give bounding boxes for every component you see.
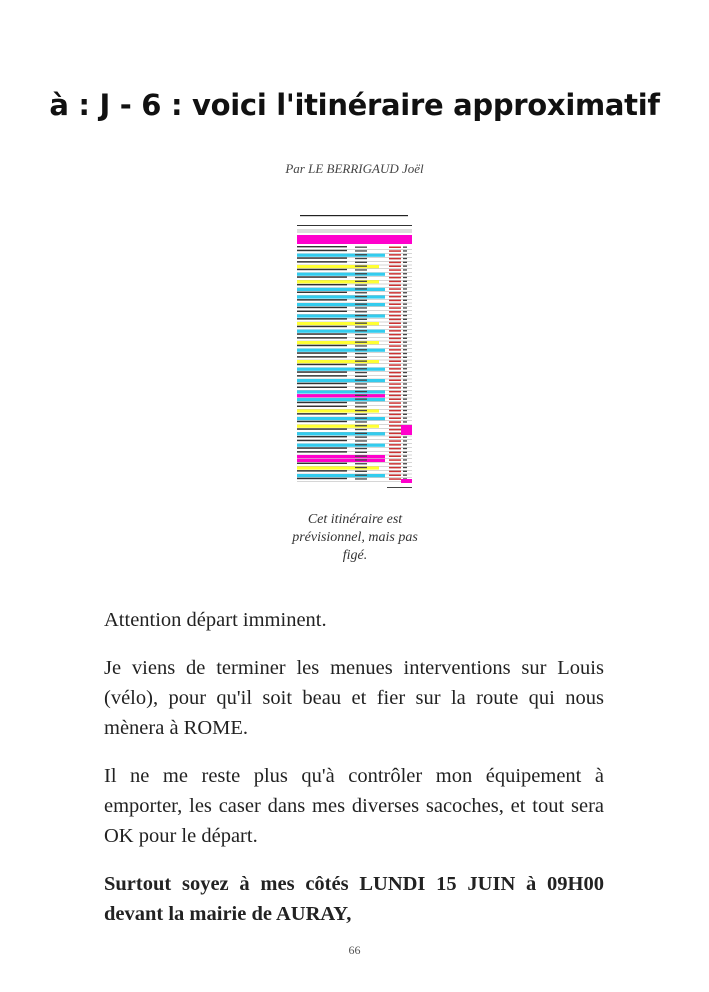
table-text — [389, 440, 401, 442]
table-text — [389, 273, 401, 275]
table-text — [355, 361, 367, 362]
table-text — [403, 459, 407, 460]
table-text — [389, 250, 401, 252]
table-text — [403, 387, 407, 388]
table-row — [297, 432, 385, 435]
table-text — [389, 372, 401, 374]
table-text — [297, 333, 347, 334]
table-text — [355, 323, 367, 324]
paragraph: Il ne me reste plus qu'à contrôler mon équipement à emporter, les caser dans mes diverses sacoches, et tout sera OK pour le départ. — [104, 765, 604, 847]
table-text — [403, 334, 407, 335]
table-text — [355, 269, 367, 270]
header-rule — [297, 225, 412, 226]
table-text — [389, 342, 401, 344]
table-text — [403, 353, 407, 354]
table-text — [297, 478, 347, 479]
table-text — [389, 311, 401, 313]
table-row — [297, 394, 385, 397]
table-text — [297, 387, 347, 388]
table-text — [403, 402, 407, 403]
table-text — [297, 246, 347, 247]
table-text — [355, 277, 367, 278]
table-text — [355, 399, 367, 400]
table-text — [297, 470, 347, 471]
table-row — [297, 254, 385, 257]
table-text — [403, 307, 407, 308]
table-text — [355, 475, 367, 476]
table-text — [389, 406, 401, 408]
table-text — [297, 337, 347, 338]
table-text — [355, 425, 367, 426]
table-text — [389, 326, 401, 328]
table-text — [403, 467, 407, 468]
table-text — [403, 304, 407, 305]
table-text — [355, 262, 367, 263]
table-text — [403, 444, 407, 445]
table-text — [403, 300, 407, 301]
table-text — [389, 478, 401, 480]
table-text — [403, 254, 407, 255]
table-text — [297, 276, 347, 277]
table-text — [403, 372, 407, 373]
table-text — [389, 421, 401, 423]
table-text — [389, 437, 401, 439]
table-text — [403, 383, 407, 384]
table-text — [355, 296, 367, 297]
table-text — [355, 380, 367, 381]
table-text — [389, 364, 401, 366]
table-text — [403, 418, 407, 419]
table-text — [389, 357, 401, 359]
table-text — [355, 250, 367, 251]
highlight-cell — [401, 425, 412, 435]
table-row — [297, 390, 385, 393]
table-text — [355, 376, 367, 377]
table-text — [389, 471, 401, 473]
table-text — [403, 315, 407, 316]
table-text — [355, 387, 367, 388]
table-top-rule — [300, 215, 408, 216]
table-row — [297, 303, 385, 306]
highlight-row — [297, 235, 412, 244]
itinerary-table-image — [297, 213, 412, 491]
table-text — [355, 452, 367, 453]
table-text — [403, 399, 407, 400]
table-text — [297, 451, 347, 452]
table-text — [355, 292, 367, 293]
table-text — [389, 418, 401, 420]
table-text — [355, 437, 367, 438]
table-text — [389, 414, 401, 416]
table-text — [355, 247, 367, 248]
table-text — [389, 315, 401, 317]
table-text — [389, 395, 401, 397]
table-text — [389, 258, 401, 260]
table-text — [389, 452, 401, 454]
table-text — [355, 288, 367, 289]
table-text — [297, 371, 347, 372]
table-text — [297, 356, 347, 357]
table-text — [297, 364, 347, 365]
table-text — [389, 330, 401, 332]
table-text — [389, 285, 401, 287]
table-text — [297, 413, 347, 414]
table-text — [297, 257, 347, 258]
table-text — [297, 345, 347, 346]
page-number: 66 — [348, 943, 361, 957]
table-text — [355, 349, 367, 350]
table-text — [355, 353, 367, 354]
table-text — [403, 247, 407, 248]
table-text — [403, 376, 407, 377]
table-text — [403, 326, 407, 327]
table-text — [297, 299, 347, 300]
table-text — [403, 368, 407, 369]
table-text — [297, 406, 347, 407]
table-text — [355, 285, 367, 286]
table-text — [403, 391, 407, 392]
paragraph-bold: Surtout soyez à mes côtés LUNDI 15 JUIN à 09H00 devant la mairie de AURAY, — [104, 873, 604, 925]
table-text — [403, 349, 407, 350]
table-text — [403, 475, 407, 476]
table-row — [297, 273, 385, 276]
table-text — [389, 254, 401, 256]
table-text — [355, 421, 367, 422]
table-text — [403, 456, 407, 457]
table-row — [297, 459, 385, 462]
paragraph: Attention départ imminent. — [104, 609, 327, 631]
table-text — [355, 364, 367, 365]
table-text — [297, 326, 347, 327]
table-text — [355, 429, 367, 430]
table-text — [297, 318, 347, 319]
table-text — [389, 349, 401, 351]
table-text — [389, 383, 401, 385]
table-row — [297, 288, 385, 291]
author-byline: Par LE BERRIGAUD Joël — [285, 161, 424, 176]
table-text — [355, 391, 367, 392]
table-text — [403, 380, 407, 381]
table-text — [389, 292, 401, 294]
table-text — [389, 433, 401, 435]
table-text — [389, 353, 401, 355]
table-text — [389, 266, 401, 268]
table-text — [403, 288, 407, 289]
table-text — [403, 266, 407, 267]
table-text — [389, 463, 401, 465]
table-text — [297, 311, 347, 312]
table-text — [355, 368, 367, 369]
table-text — [355, 467, 367, 468]
table-text — [403, 277, 407, 278]
table-text — [355, 448, 367, 449]
table-text — [389, 380, 401, 382]
table-text — [355, 418, 367, 419]
table-text — [389, 448, 401, 450]
table-text — [297, 250, 347, 251]
table-text — [389, 304, 401, 306]
table-text — [389, 269, 401, 271]
table-text — [403, 448, 407, 449]
table-text — [389, 345, 401, 347]
table-text — [403, 281, 407, 282]
table-text — [403, 364, 407, 365]
table-text — [297, 428, 347, 429]
table-text — [297, 447, 347, 448]
table-text — [355, 456, 367, 457]
table-text — [389, 376, 401, 378]
table-row — [297, 314, 385, 317]
table-text — [389, 425, 401, 427]
table-row — [297, 368, 385, 371]
table-row — [297, 379, 385, 382]
article-body — [104, 605, 604, 947]
table-text — [403, 440, 407, 441]
table-text — [389, 334, 401, 336]
table-row — [297, 444, 385, 447]
table-text — [389, 410, 401, 412]
table-row — [297, 398, 385, 401]
table-text — [355, 383, 367, 384]
table-row — [297, 455, 385, 458]
table-text — [389, 368, 401, 370]
table-text — [403, 262, 407, 263]
table-text — [389, 277, 401, 279]
table-row — [297, 417, 385, 420]
table-text — [297, 440, 347, 441]
table-text — [403, 421, 407, 422]
table-text — [355, 254, 367, 255]
table-text — [389, 459, 401, 461]
table-text — [355, 304, 367, 305]
table-text — [297, 307, 347, 308]
table-row — [297, 330, 385, 333]
table-text — [297, 402, 347, 403]
table-text — [403, 410, 407, 411]
table-text — [389, 475, 401, 477]
table-text — [403, 345, 407, 346]
table-text — [355, 319, 367, 320]
table-text — [355, 440, 367, 441]
table-text — [355, 414, 367, 415]
table-text — [403, 414, 407, 415]
table-text — [355, 402, 367, 403]
highlight-cell — [401, 479, 412, 483]
table-text — [297, 292, 347, 293]
table-text — [403, 323, 407, 324]
table-text — [403, 273, 407, 274]
paragraph: Je viens de terminer les menues interventions sur Louis (vélo), pour qu'il soit beau et fier sur la route qui nous mènera à ROME. — [104, 657, 604, 739]
table-text — [355, 338, 367, 339]
table-text — [403, 463, 407, 464]
table-text — [403, 342, 407, 343]
table-text — [355, 406, 367, 407]
figure-caption: Cet itinéraire est prévisionnel, mais pas figé. — [292, 512, 418, 563]
table-text — [403, 437, 407, 438]
table-text — [403, 330, 407, 331]
table-text — [403, 292, 407, 293]
table-text — [355, 326, 367, 327]
table-text — [389, 387, 401, 389]
table-text — [297, 375, 347, 376]
table-text — [355, 307, 367, 308]
table-text — [355, 433, 367, 434]
table-row — [297, 295, 385, 298]
table-text — [355, 395, 367, 396]
table-text — [355, 444, 367, 445]
table-text — [389, 467, 401, 469]
table-text — [403, 471, 407, 472]
table-text — [355, 273, 367, 274]
table-text — [403, 285, 407, 286]
table-text — [389, 262, 401, 264]
table-text — [389, 399, 401, 401]
table-text — [355, 334, 367, 335]
table-text — [355, 463, 367, 464]
table-text — [389, 296, 401, 298]
table-text — [297, 352, 347, 353]
table-text — [389, 391, 401, 393]
table-text — [355, 342, 367, 343]
table-text — [355, 471, 367, 472]
table-text — [389, 456, 401, 458]
page-title: à : J - 6 : voici l'itinéraire approximatif — [49, 88, 660, 122]
table-text — [355, 330, 367, 331]
table-text — [355, 372, 367, 373]
table-text — [355, 357, 367, 358]
table-text — [297, 463, 347, 464]
table-text — [403, 452, 407, 453]
table-text — [355, 315, 367, 316]
table-text — [355, 410, 367, 411]
table-text — [297, 383, 347, 384]
table-text — [403, 311, 407, 312]
table-text — [355, 300, 367, 301]
table-text — [389, 319, 401, 321]
table-row — [297, 349, 385, 352]
table-text — [297, 261, 347, 262]
table-text — [403, 395, 407, 396]
table-text — [403, 296, 407, 297]
table-text — [389, 300, 401, 302]
table-text — [389, 444, 401, 446]
table-text — [355, 311, 367, 312]
table-row — [297, 474, 385, 477]
table-text — [355, 478, 367, 479]
table-text — [389, 288, 401, 290]
table-text — [403, 250, 407, 251]
header-row — [297, 229, 412, 233]
table-text — [389, 429, 401, 431]
table-text — [355, 266, 367, 267]
table-text — [403, 361, 407, 362]
table-text — [297, 421, 347, 422]
table-text — [403, 269, 407, 270]
table-total — [387, 487, 412, 488]
table-text — [389, 307, 401, 309]
table-text — [403, 406, 407, 407]
table-text — [403, 357, 407, 358]
table-text — [403, 258, 407, 259]
table-text — [297, 284, 347, 285]
table-text — [389, 402, 401, 404]
table-text — [389, 338, 401, 340]
table-text — [389, 361, 401, 363]
table-text — [355, 459, 367, 460]
table-text — [355, 345, 367, 346]
table-text — [355, 258, 367, 259]
table-text — [403, 338, 407, 339]
table-text — [389, 247, 401, 249]
table-text — [355, 281, 367, 282]
table-text — [389, 281, 401, 283]
table-text — [297, 269, 347, 270]
table-text — [297, 436, 347, 437]
table-text — [403, 319, 407, 320]
table-text — [389, 323, 401, 325]
